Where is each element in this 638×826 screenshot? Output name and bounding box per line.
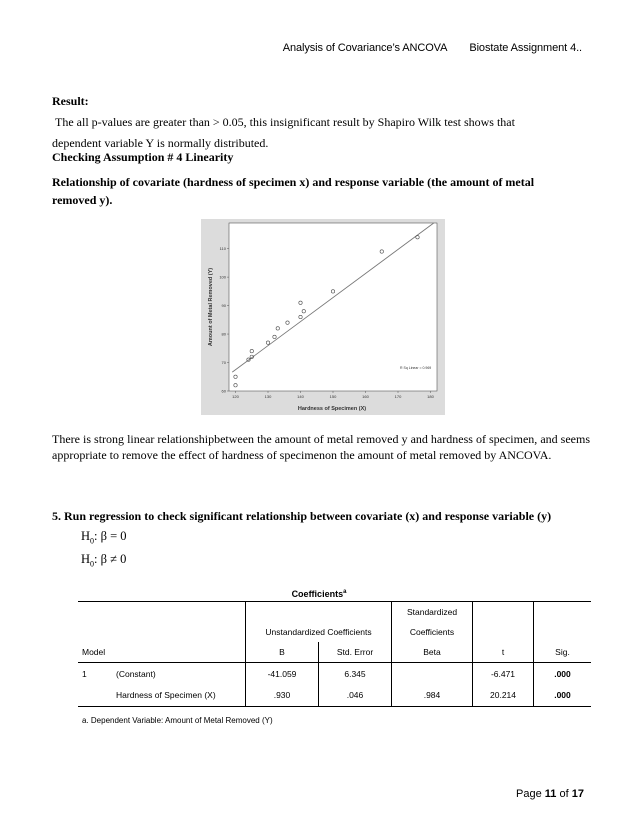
table-title-text: Coefficients [291, 589, 344, 599]
col-sig: Sig. [534, 642, 592, 663]
row2-se: .046 [319, 685, 392, 707]
footer-total-pages: 17 [571, 788, 584, 800]
header-standardized: Standardized [392, 602, 473, 623]
row2-name: Hardness of Specimen (X) [112, 685, 246, 707]
result-line-1: The all p-values are greater than > 0.05, this insignificant result by Shapiro Wilk test shows that [55, 115, 515, 129]
null-hypothesis [81, 529, 127, 546]
col-t: t [473, 642, 534, 663]
x-tick-label: 180 [427, 394, 434, 399]
h1-expr: : β ≠ 0 [94, 552, 127, 566]
x-tick-label: 120 [232, 394, 239, 399]
y-tick-label: 80 [221, 331, 226, 337]
scatter-chart [201, 219, 445, 415]
row2-beta: .984 [392, 685, 473, 707]
row2-model-num [78, 685, 112, 707]
scatter-plot [201, 219, 445, 415]
table-row [78, 685, 591, 707]
row2-t: 20.214 [473, 685, 534, 707]
y-tick-label: 110 [219, 246, 226, 252]
h0-label: H [81, 529, 91, 543]
table-row [78, 663, 591, 685]
h0-sub: 0 [90, 536, 95, 546]
header-blank-t [473, 602, 534, 643]
row1-sig: .000 [554, 668, 571, 679]
h1-sub: 0 [90, 559, 95, 569]
x-tick-label: 160 [362, 394, 369, 399]
row2-b: .930 [246, 685, 319, 707]
page-footer [516, 788, 584, 800]
result-line-2: dependent variable Y is normally distributed. [52, 136, 269, 150]
table-title [0, 589, 638, 599]
y-tick-label: 60 [221, 388, 226, 394]
regression-heading: 5. Run regression to check significant relationship between covariate (x) and response variable (y) [52, 509, 552, 523]
table-header-row-3 [78, 642, 591, 663]
assumption-heading: Checking Assumption # 4 Linearity [52, 150, 234, 164]
y-axis-label: Amount of Metal Removed (Y) [208, 267, 214, 347]
legend-label: R Sq Linear = 0.969 [400, 366, 432, 370]
h0-expr: : β = 0 [94, 529, 127, 543]
row1-name: (Constant) [112, 663, 246, 685]
row1-b: -41.059 [246, 663, 319, 685]
x-tick-label: 170 [394, 394, 402, 399]
row1-t: -6.471 [473, 663, 534, 685]
y-tick-label: 90 [221, 303, 226, 309]
col-beta: Beta [392, 642, 473, 663]
row1-se: 6.345 [319, 663, 392, 685]
row2-sig: .000 [534, 685, 592, 707]
h1-label: H [81, 552, 91, 566]
header-blank-sig [534, 602, 592, 643]
table-header-row-1 [78, 602, 591, 623]
row1-model-num: 1 [82, 668, 87, 679]
result-heading: Result: [52, 94, 89, 108]
header-blank [78, 602, 246, 643]
x-axis-label: Hardness of Specimen (X) [297, 406, 367, 412]
header-course: Biostate Assignment 4.. [469, 42, 582, 54]
coefficients-table [78, 601, 591, 707]
page-header [283, 42, 582, 54]
x-tick-label: 140 [297, 394, 304, 399]
table-title-sup: a [343, 589, 347, 595]
header-unstandardized: Unstandardized Coefficients [246, 622, 392, 642]
row1-beta [392, 663, 473, 685]
header-title: Analysis of Covariance’s ANCOVA [282, 42, 448, 54]
col-b: B [246, 642, 319, 663]
y-tick-label: 70 [221, 360, 226, 366]
relationship-text: Relationship of covariate (hardness of specimen x) and response variable (the amount of metal removed y). [52, 175, 535, 207]
header-coefficients: Coefficients [392, 622, 473, 642]
alt-hypothesis [81, 552, 126, 569]
footer-page-number: 11 [544, 788, 557, 800]
footer-of-word: of [559, 788, 569, 800]
header-blank-2 [246, 602, 392, 623]
x-tick-label: 130 [264, 394, 272, 399]
y-tick-label: 100 [219, 274, 226, 280]
col-model: Model [78, 642, 246, 663]
interpretation-text: There is strong linear relationshipbetween the amount of metal removed y and hardness of specimen, and seems appropriate to remove the effect of hardness of specimenon the amount of metal removed by ANCOVA. [52, 432, 590, 462]
x-tick-label: 150 [329, 394, 337, 399]
col-std-error: Std. Error [319, 642, 392, 663]
table-footnote: a. Dependent Variable: Amount of Metal Removed (Y) [82, 716, 273, 725]
footer-page-word: Page [516, 788, 542, 800]
